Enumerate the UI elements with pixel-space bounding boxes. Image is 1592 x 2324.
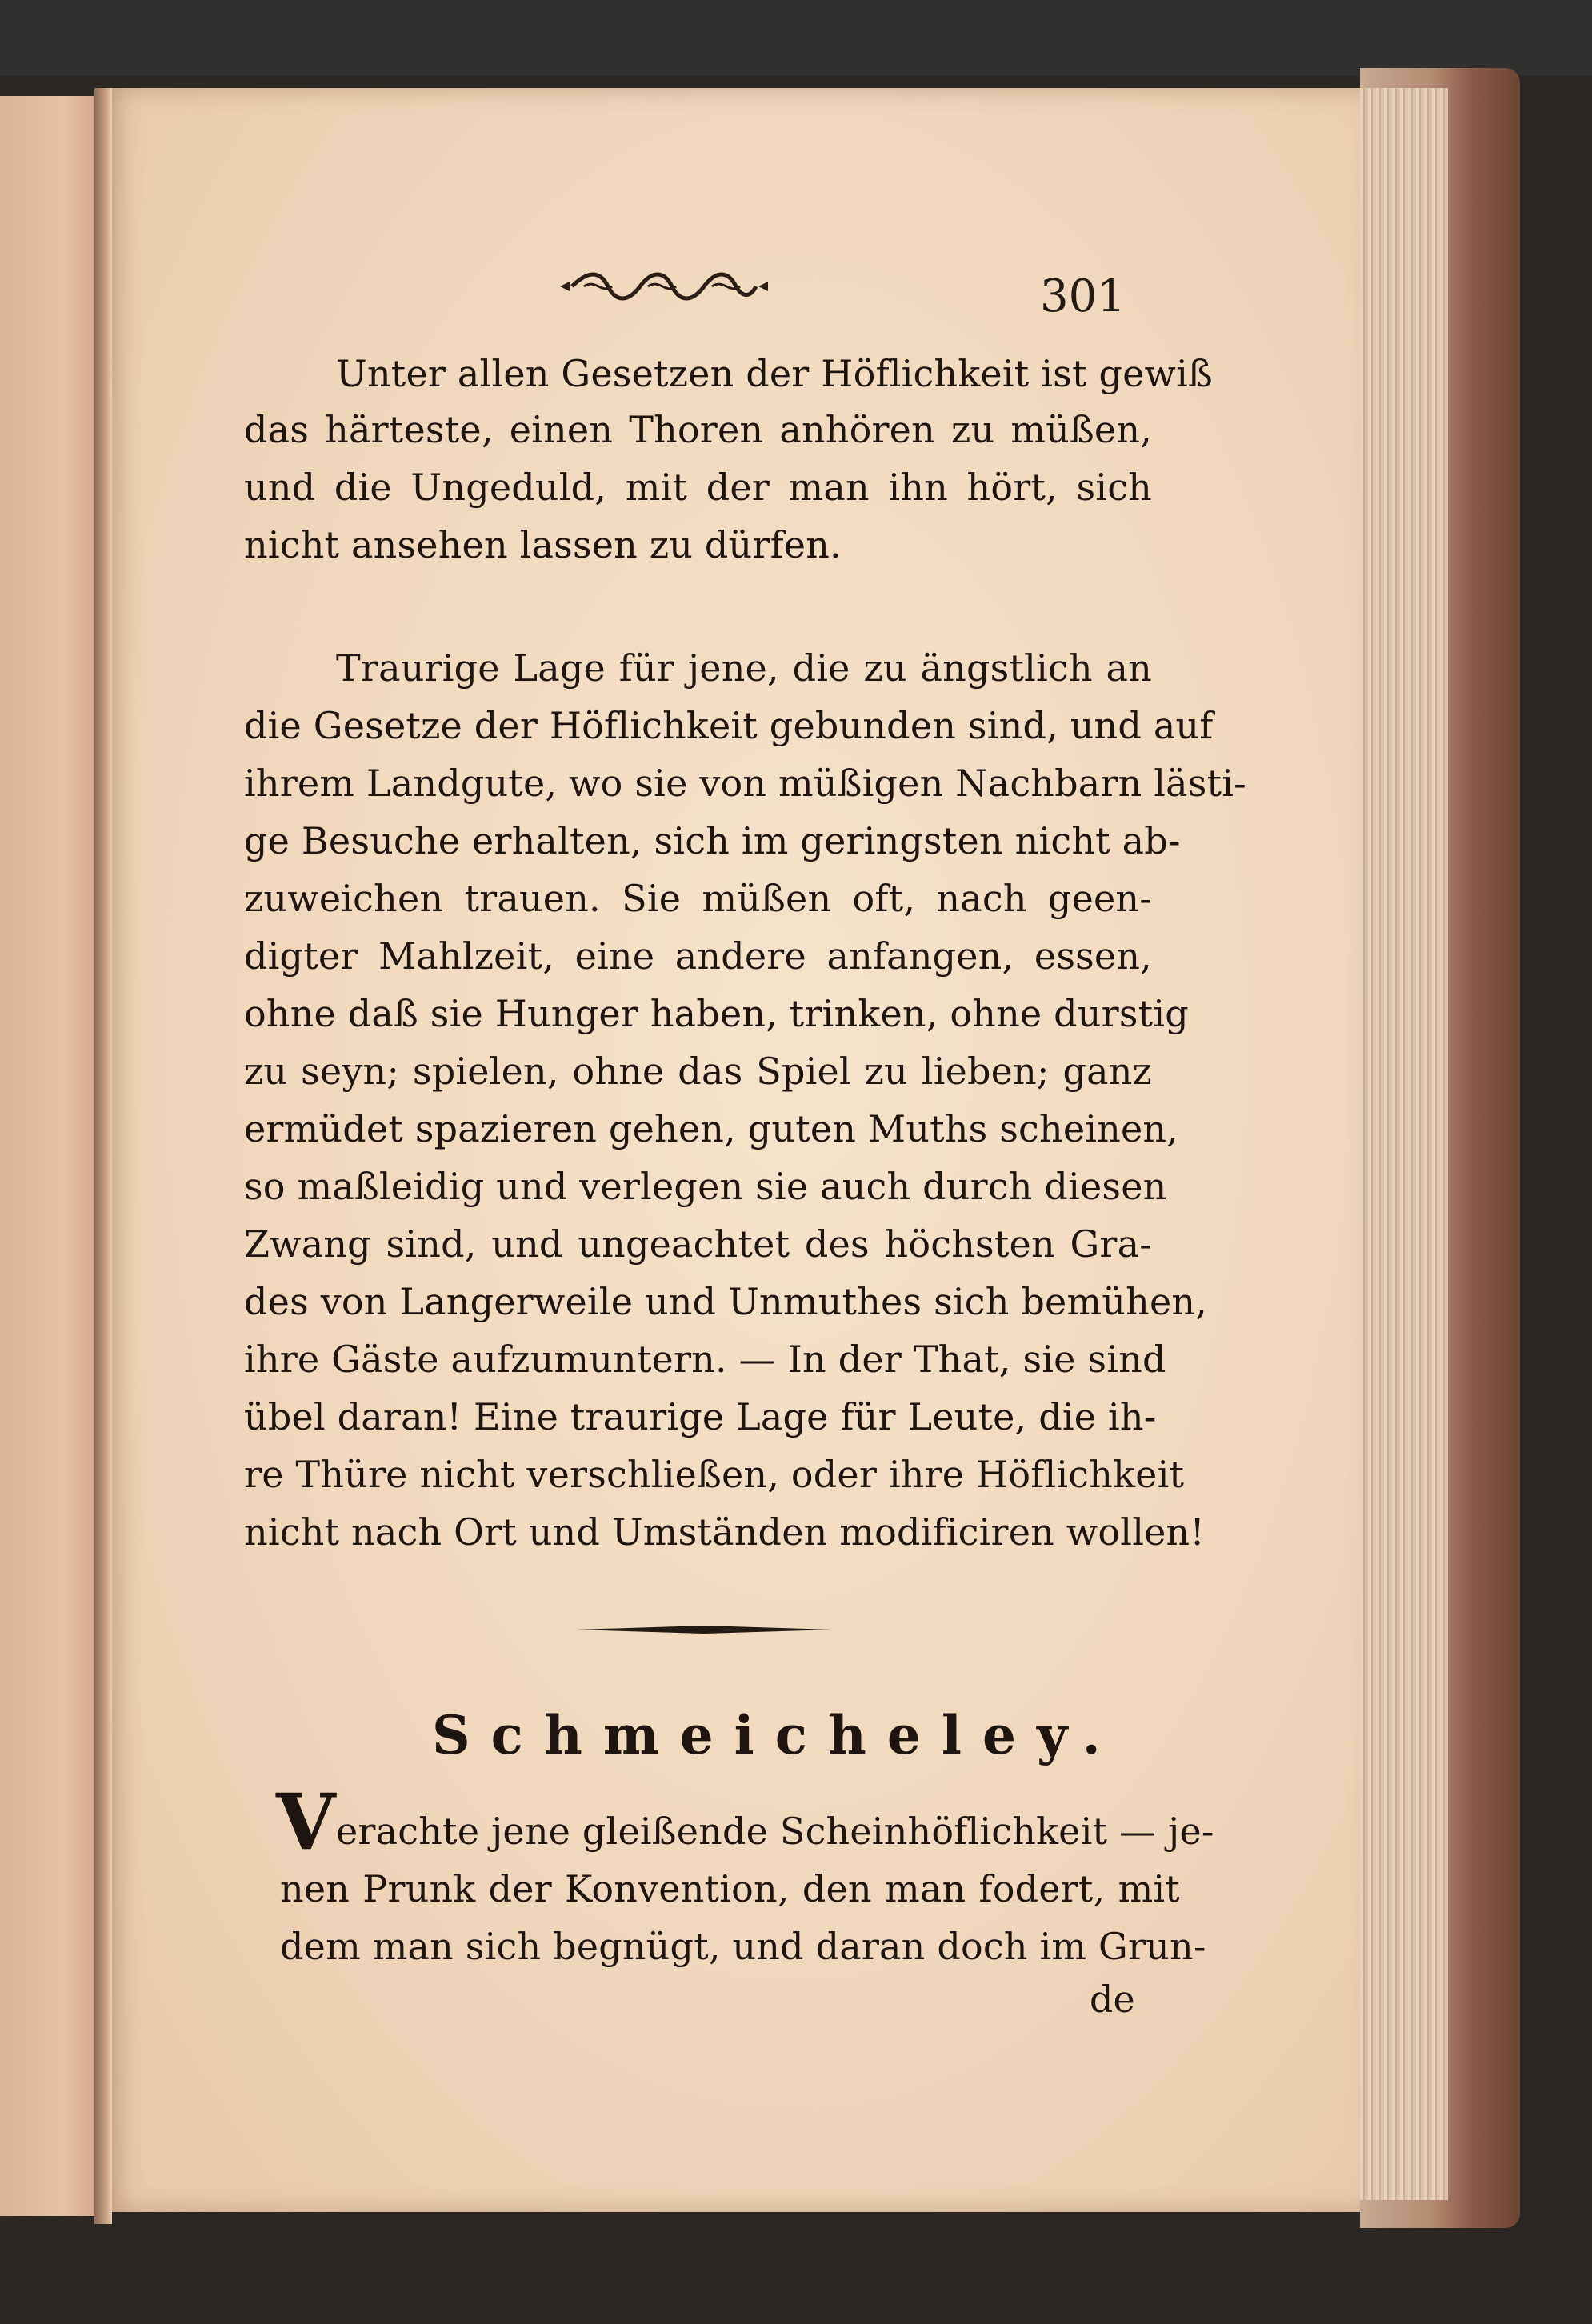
text-line: nicht nach Ort und Umständen modificiren wollen! (244, 1510, 1206, 1554)
text-line: Zwang sind, und ungeachtet des höchsten Gra- (244, 1222, 1152, 1266)
header-ornament (552, 264, 776, 304)
section-heading: Schmeicheley. (432, 1704, 1122, 1766)
text-line: digter Mahlzeit, eine andere anfangen, essen, (244, 934, 1152, 978)
text-line: nicht ansehen lassen zu dürfen. (244, 523, 842, 566)
text-line: und die Ungeduld, mit der man ihn hört, sich (244, 466, 1152, 509)
text-line: die Gesetze der Höflichkeit gebunden sind, und auf (244, 704, 1214, 747)
background (0, 0, 1592, 76)
text-line: ge Besuche erhalten, sich im geringsten nicht ab- (244, 819, 1181, 862)
text-line: so maßleidig und verlegen sie auch durch diesen (244, 1165, 1167, 1208)
page-number: 301 (1040, 270, 1126, 322)
catchword: de (1090, 1978, 1135, 2021)
text-line: dem man sich begnügt, und daran doch im Grun- (280, 1925, 1206, 1968)
text-line: übel daran! Eine traurige Lage für Leute, die ih- (244, 1395, 1157, 1438)
text-line: ohne daß sie Hunger haben, trinken, ohne durstig (244, 992, 1189, 1035)
text-line: Traurige Lage für jene, die zu ängstlich an (336, 646, 1152, 690)
text-line: zuweichen trauen. Sie müßen oft, nach geen- (244, 877, 1152, 920)
text-line: erachte jene gleißende Scheinhöflichkeit — je- (336, 1810, 1214, 1853)
left-facing-page (0, 96, 106, 2216)
text-line: re Thüre nicht verschließen, oder ihre Höflichkeit (244, 1453, 1185, 1496)
text-line: zu seyn; spielen, ohne das Spiel zu lieben; ganz (244, 1050, 1152, 1093)
text-line: ihrem Landgute, wo sie von müßigen Nachbarn lästi- (244, 762, 1246, 805)
text-line: das härteste, einen Thoren anhören zu müßen, (244, 408, 1152, 451)
book-gutter (94, 88, 112, 2224)
text-line: des von Langerweile und Unmuthes sich bemühen, (244, 1280, 1208, 1323)
section-rule (576, 1622, 832, 1637)
drop-cap: V (276, 1777, 336, 1867)
text-line: Unter allen Gesetzen der Höflichkeit ist gewiß (336, 352, 1213, 395)
text-line: ermüdet spazieren gehen, guten Muths scheinen, (244, 1107, 1179, 1150)
text-line: nen Prunk der Konvention, den man fodert, mit (280, 1867, 1180, 1910)
text-line: ihre Gäste aufzumuntern. — In der That, sie sind (244, 1338, 1166, 1381)
